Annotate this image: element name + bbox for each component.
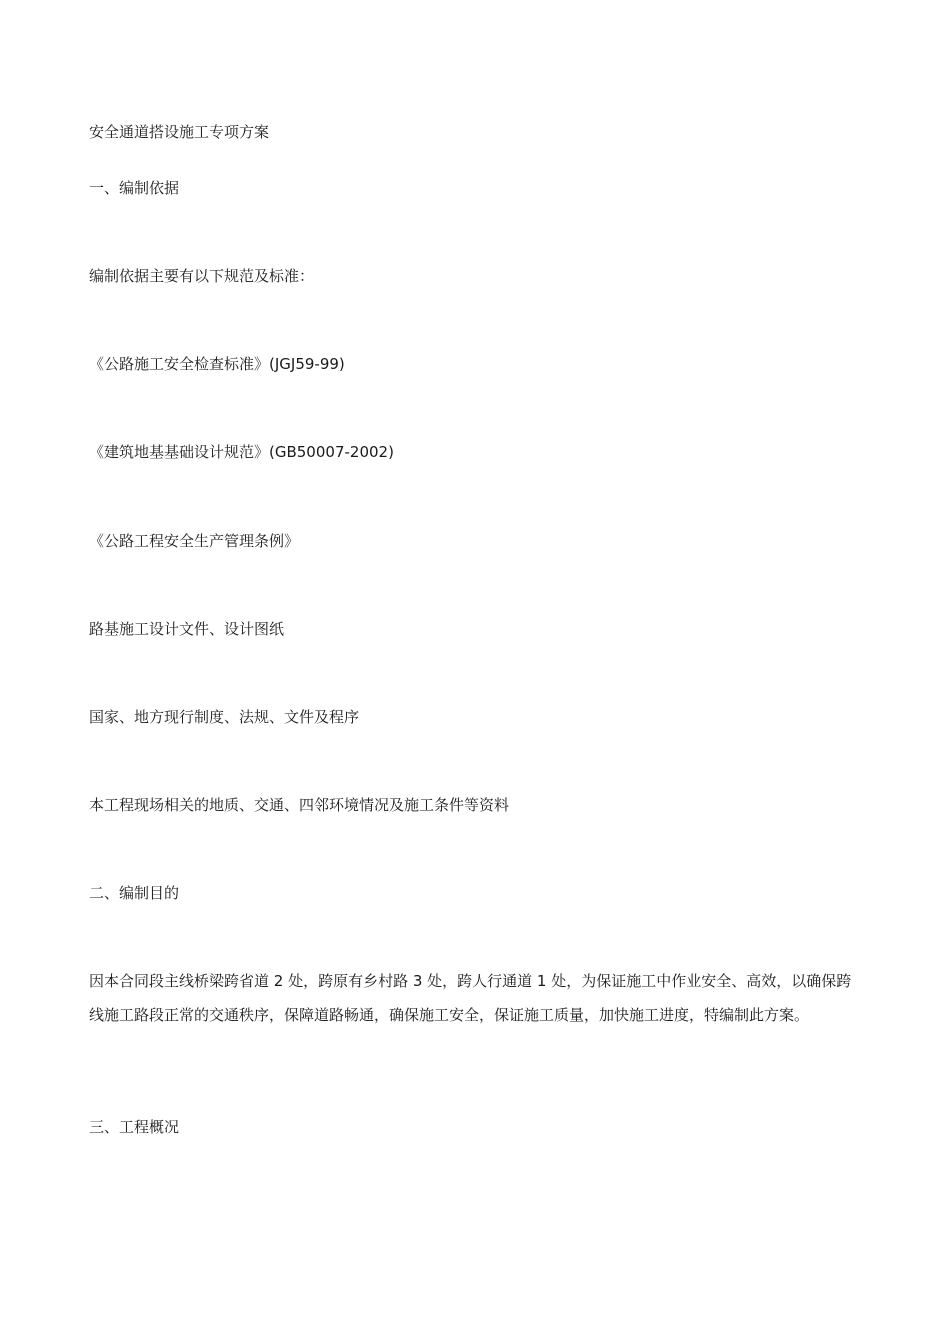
basis-item: 《公路工程安全生产管理条例》: [89, 532, 300, 550]
section-heading-basis: 一、编制依据: [89, 179, 180, 197]
basis-item: 《公路施工安全检查标准》(JGJ59-99): [89, 355, 345, 373]
basis-item: 《建筑地基基础设计规范》(GB50007-2002): [89, 443, 394, 461]
section-heading-overview: 三、工程概况: [89, 1118, 180, 1136]
basis-intro: 编制依据主要有以下规范及标准：: [89, 267, 315, 285]
basis-item: 本工程现场相关的地质、交通、四邻环境情况及施工条件等资料: [89, 796, 510, 814]
purpose-paragraph: 因本合同段主线桥梁跨省道 2 处，跨原有乡村路 3 处，跨人行通道 1 处，为保证施工中作业安全、高效，以确保跨线施工路段正常的交通秩序，保障道路畅通，确保施工安全，保证施工质量，加快施工进度，特编制此方案。: [89, 972, 852, 1024]
section-heading-purpose: 二、编制目的: [89, 884, 180, 902]
basis-item: 国家、地方现行制度、法规、文件及程序: [89, 708, 360, 726]
basis-item: 路基施工设计文件、设计图纸: [89, 620, 285, 638]
document-title: 安全通道搭设施工专项方案: [89, 123, 270, 141]
